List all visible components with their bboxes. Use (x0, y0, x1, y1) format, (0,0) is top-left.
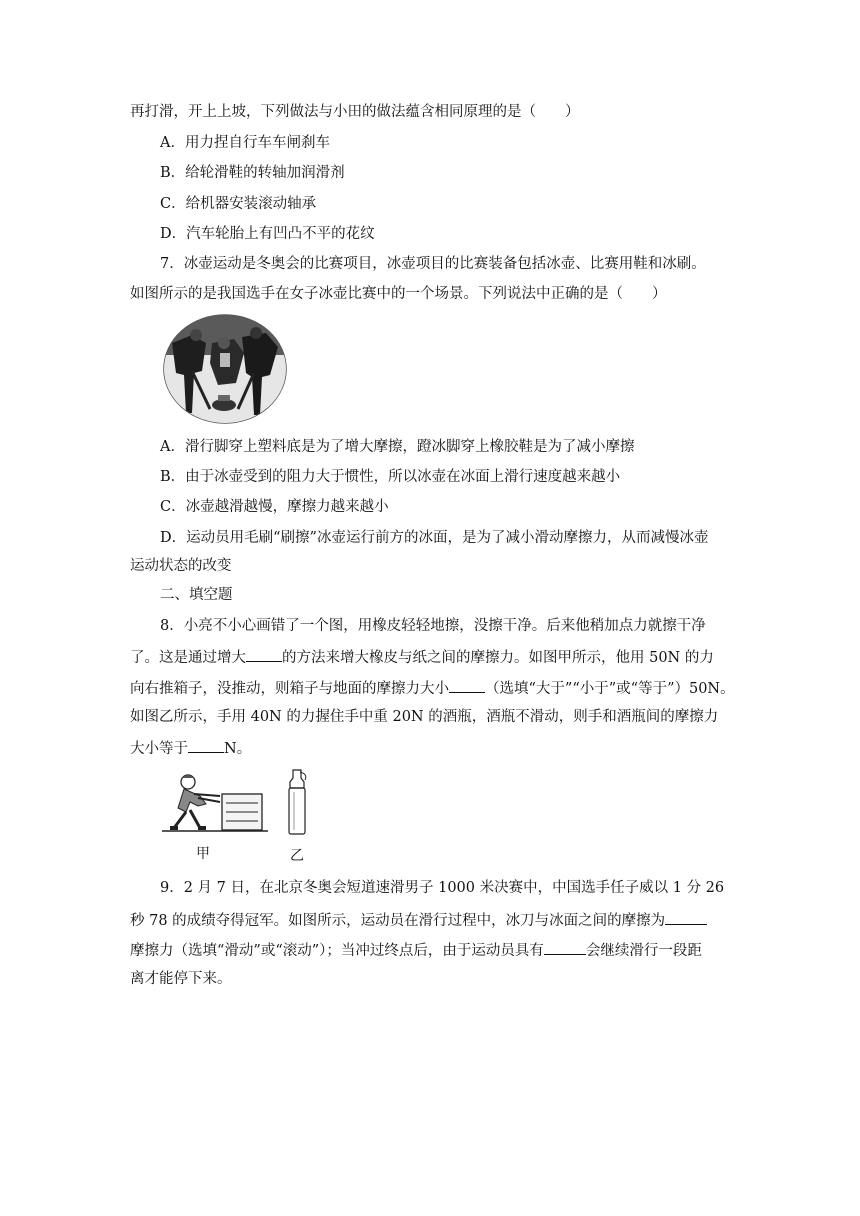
q9-answer-blank-1[interactable] (665, 909, 707, 925)
q8-stem-line3 (130, 677, 735, 699)
q8-line5-text-b: N。 (224, 741, 252, 757)
section-heading-fill-in: 二、填空题 (160, 587, 233, 603)
q8-answer-blank-2[interactable] (449, 677, 485, 693)
q7-stem-line1: 7．冰壶运动是冬奥会的比赛项目，冰壶项目的比赛装备包括冰壶、比赛用鞋和冰刷。 (160, 256, 706, 272)
q9-line2-text-a: 秒 78 的成绩夺得冠军。如图所示，运动员在滑行过程中，冰刀与冰面之间的摩擦为 (130, 913, 666, 929)
figure-label-yi: 乙 (290, 848, 304, 864)
q6-option-d: D．汽车轮胎上有凹凸不平的花纹 (160, 226, 375, 242)
q8-stem-line1: 8．小亮不小心画错了一个图，用橡皮轻轻地擦，没擦干净。后来他稍加点力就擦干净 (160, 618, 706, 634)
q9-stem-line1: 9．2 月 7 日，在北京冬奥会短道速滑男子 1000 米决赛中，中国选手任子威以 1 分 26 (160, 880, 725, 896)
q9-answer-blank-2[interactable] (544, 939, 586, 955)
q7-option-c: C．冰壶越滑越慢，摩擦力越来越小 (160, 499, 389, 515)
bottle-figure (282, 768, 312, 838)
q9-stem-line2 (130, 909, 707, 931)
q7-option-a: A．滑行脚穿上塑料底是为了增大摩擦，蹬冰脚穿上橡胶鞋是为了减小摩擦 (160, 439, 635, 455)
q8-stem-line5 (130, 737, 251, 759)
curling-scene-image (162, 313, 292, 425)
boy-pushing-box-figure (160, 768, 270, 834)
q8-line5-text-a: 大小等于 (130, 741, 188, 757)
q9-stem-line3 (130, 939, 702, 961)
q6-option-c: C．给机器安装滚动轴承 (160, 196, 317, 212)
q8-line3-text-a: 向右推箱子，没推动，则箱子与地面的摩擦力大小 (130, 681, 449, 697)
q6-stem-tail: 再打滑，开上上坡，下列做法与小田的做法蕴含相同原理的是（ ） (130, 104, 580, 120)
q9-line3-text-b: 会继续滑行一段距 (585, 943, 702, 959)
q6-option-a: A．用力捏自行车车闸刹车 (160, 135, 330, 151)
q8-stem-line2 (130, 646, 714, 668)
q6-option-b: B．给轮滑鞋的转轴加润滑剂 (160, 165, 345, 181)
q7-stem-line2: 如图所示的是我国选手在女子冰壶比赛中的一个场景。下列说法中正确的是（ ） (130, 286, 667, 302)
q8-line3-text-b: （选填“大于”“小于”或“等于”）50N。 (485, 681, 735, 697)
q9-line3-text-a: 摩擦力（选填“滑动”或“滚动”）；当冲过终点后，由于运动员具有 (130, 943, 544, 959)
q7-option-b: B．由于冰壶受到的阻力大于惯性，所以冰壶在冰面上滑行速度越来越小 (160, 469, 621, 485)
q7-option-d-continued: 运动状态的改变 (130, 558, 232, 574)
q9-stem-line4: 离才能停下来。 (130, 971, 232, 987)
q8-line2-text-b: 的方法来增大橡皮与纸之间的摩擦力。如图甲所示，他用 50N 的力 (282, 650, 714, 666)
q8-answer-blank-3[interactable] (188, 737, 224, 753)
figure-label-jia: 甲 (196, 846, 210, 862)
q8-stem-line4: 如图乙所示，手用 40N 的力握住手中重 20N 的酒瓶，酒瓶不滑动，则手和酒瓶间的摩擦力 (130, 709, 719, 725)
q7-option-d: D．运动员用毛刷“刷擦”冰壶运行前方的冰面，是为了减小滑动摩擦力，从而减慢冰壶 (160, 530, 709, 546)
q8-answer-blank-1[interactable] (246, 646, 282, 662)
q8-line2-text-a: 了。这是通过增大 (130, 650, 246, 666)
